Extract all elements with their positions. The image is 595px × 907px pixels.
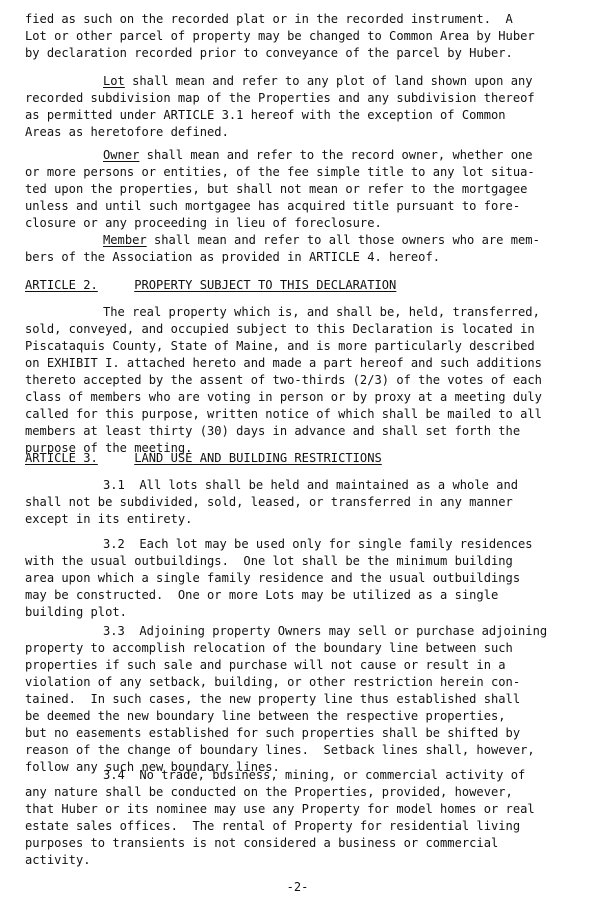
text-line: be deemed the new boundary line between the respective properties, <box>25 709 506 723</box>
text-line: estate sales offices. The rental of Property for residential living <box>25 819 521 833</box>
text-line: 3.2 Each lot may be used only for single family residences <box>103 537 533 551</box>
article-3-title: LAND USE AND BUILDING RESTRICTIONS <box>134 451 382 465</box>
text-line: 3.1 All lots shall be held and maintained as a whole and <box>103 478 519 492</box>
text-line: except in its entirety. <box>25 512 193 526</box>
definition-owner-first-line <box>103 148 533 162</box>
definition-member-first-line <box>103 233 540 247</box>
article-3-heading <box>25 451 382 465</box>
text-line: any nature shall be conducted on the Properties, provided, however, <box>25 785 513 799</box>
text-line: 3.4 No trade, business, mining, or commercial activity of <box>103 768 526 782</box>
text-line: Piscataquis County, State of Maine, and is more particularly described <box>25 339 535 353</box>
defined-term-owner: Owner <box>103 148 140 162</box>
text-line: with the usual outbuildings. One lot shall be the minimum building <box>25 554 513 568</box>
text-line: The real property which is, and shall be, held, transferred, <box>103 305 540 319</box>
text-line: that Huber or its nominee may use any Property for model homes or real <box>25 802 535 816</box>
text-line: by declaration recorded prior to conveyance of the parcel by Huber. <box>25 46 513 60</box>
text-line: may be constructed. One or more Lots may be utilized as a single <box>25 588 499 602</box>
article-2-label: ARTICLE 2. <box>25 278 98 292</box>
text-line: thereto accepted by the assent of two-thirds (2/3) of the votes of each <box>25 373 542 387</box>
page-number: -2- <box>286 880 309 894</box>
text-line: building plot. <box>25 605 127 619</box>
text-line: property to accomplish relocation of the boundary line between such <box>25 641 513 655</box>
text-line: tained. In such cases, the new property line thus established shall <box>25 692 521 706</box>
text-line: sold, conveyed, and occupied subject to this Declaration is located in <box>25 322 535 336</box>
text-line: violation of any setback, building, or other restriction herein con- <box>25 675 521 689</box>
text-line: class of members who are voting in person or by proxy at a meeting duly <box>25 390 542 404</box>
text-span: shall mean and refer to any plot of land shown upon any <box>124 74 533 88</box>
text-line: ted upon the properties, but shall not mean or refer to the mortgagee <box>25 182 528 196</box>
text-line: reason of the change of boundary lines. Setback lines shall, however, <box>25 743 535 757</box>
article-3-label: ARTICLE 3. <box>25 451 98 465</box>
text-line: as permitted under ARTICLE 3.1 hereof with the exception of Common <box>25 108 506 122</box>
spacer <box>98 451 134 465</box>
text-line: on EXHIBIT I. attached hereto and made a part hereof and such additions <box>25 356 542 370</box>
text-line: purposes to transients is not considered a business or commercial <box>25 836 499 850</box>
text-line: closure or any proceeding in lieu of foreclosure. <box>25 216 382 230</box>
text-span: shall mean and refer to the record owner, whether one <box>139 148 533 162</box>
definition-lot-first-line <box>103 74 533 88</box>
text-line: properties if such sale and purchase will not cause or result in a <box>25 658 506 672</box>
text-line: follow any such new boundary lines. <box>25 760 280 774</box>
defined-term-lot: Lot <box>103 74 125 88</box>
text-line: purpose of the meeting. <box>25 441 193 455</box>
text-line: fied as such on the recorded plat or in the recorded instrument. A <box>25 12 513 26</box>
article-2-heading <box>25 278 396 292</box>
text-line: recorded subdivision map of the Properties and any subdivision thereof <box>25 91 535 105</box>
text-span: shall mean and refer to all those owners who are mem- <box>146 233 540 247</box>
text-line: Lot or other parcel of property may be changed to Common Area by Huber <box>25 29 535 43</box>
text-line: members at least thirty (30) days in advance and shall set forth the <box>25 424 521 438</box>
text-line: activity. <box>25 853 91 867</box>
text-line: area upon which a single family residence and the usual outbuildings <box>25 571 521 585</box>
text-line: shall not be subdivided, sold, leased, or transferred in any manner <box>25 495 513 509</box>
text-line: 3.3 Adjoining property Owners may sell or purchase adjoining <box>103 624 548 638</box>
text-line: bers of the Association as provided in ARTICLE 4. hereof. <box>25 250 441 264</box>
text-line: called for this purpose, written notice of which shall be mailed to all <box>25 407 542 421</box>
text-line: Areas as heretofore defined. <box>25 125 229 139</box>
defined-term-member: Member <box>103 233 147 247</box>
text-line: or more persons or entities, of the fee simple title to any lot situa- <box>25 165 535 179</box>
text-line: unless and until such mortgagee has acquired title pursuant to fore- <box>25 199 521 213</box>
text-line: but no easements established for such properties shall be shifted by <box>25 726 521 740</box>
article-2-title: PROPERTY SUBJECT TO THIS DECLARATION <box>134 278 397 292</box>
spacer <box>98 278 134 292</box>
